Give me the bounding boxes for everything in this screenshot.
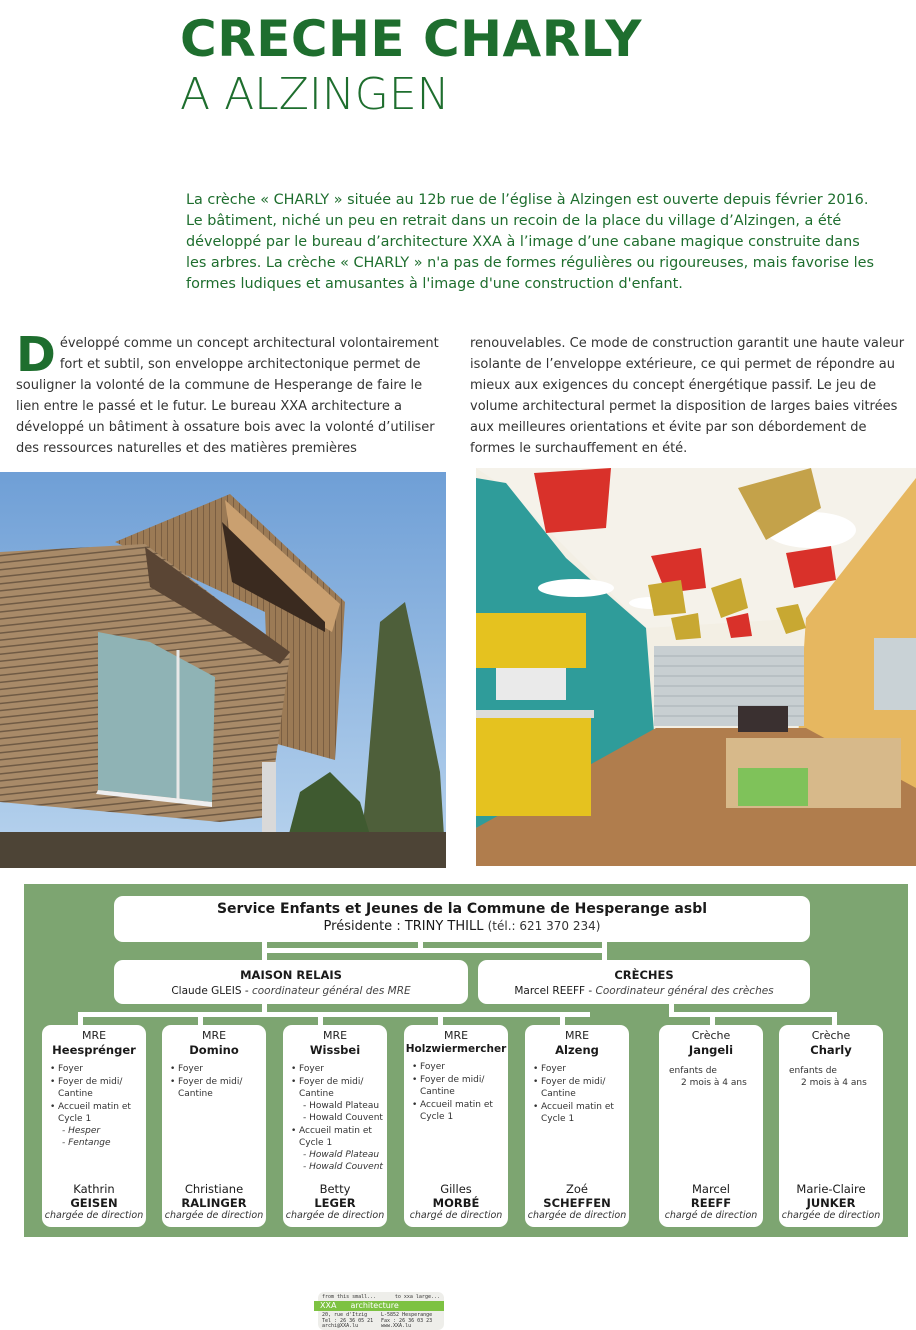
connector-line [78, 1012, 590, 1017]
unit-name: Heesprénger [52, 1043, 136, 1057]
unit-kind: MRE [322, 1029, 348, 1042]
org-president-phone: (tél.: 621 370 234) [487, 919, 601, 933]
director-last-name: SCHEFFEN [543, 1196, 611, 1210]
director-role: chargée de direction [164, 1210, 264, 1221]
separator: - [241, 985, 252, 997]
creche-interior-photo [476, 468, 916, 866]
director-role: chargée de direction [781, 1210, 881, 1221]
article-subtitle: A ALZINGEN [180, 69, 450, 120]
unit-name: Domino [189, 1043, 239, 1057]
director-role: chargée de direction [285, 1210, 385, 1221]
service-item [291, 1076, 387, 1124]
unit-services [50, 1063, 146, 1149]
unit-director [659, 1182, 763, 1221]
unit-name: Holzwiermercher [405, 1043, 507, 1055]
ages-line-1: enfants de [669, 1066, 717, 1076]
unit-kind: Crèche [691, 1029, 731, 1042]
org-box-coordinator [478, 985, 810, 997]
org-unit-domino [162, 1025, 266, 1227]
director-last-name: MORBÉ [432, 1196, 480, 1210]
drop-cap: D [16, 327, 56, 383]
director-first-name: Marie-Claire [796, 1182, 866, 1196]
service-item-label: Accueil matin et Cycle 1 [299, 1126, 372, 1148]
service-subitem: - Howald Plateau [303, 1101, 380, 1111]
service-item: • Foyer de midi/ Cantine [412, 1074, 508, 1098]
unit-director [283, 1182, 387, 1221]
unit-services [533, 1063, 629, 1125]
logo-brand-word: architecture [350, 1301, 399, 1310]
org-unit-jangeli [659, 1025, 763, 1227]
org-box-title: MAISON RELAIS [240, 968, 342, 982]
logo-fax: Fax : 26 36 03 23 [381, 1317, 433, 1324]
connector-line [418, 948, 607, 953]
connector-line [262, 948, 423, 953]
connector-line [78, 1012, 83, 1025]
connector-line [832, 1012, 837, 1025]
unit-name: Alzeng [555, 1043, 599, 1057]
logo-tagline-right: to xxa large... [394, 1294, 440, 1300]
connector-line [318, 1012, 323, 1025]
unit-ages [789, 1065, 883, 1089]
service-item [291, 1125, 387, 1173]
connector-line [710, 1012, 715, 1025]
connector-line [669, 1012, 837, 1017]
service-item: • Foyer [533, 1063, 629, 1075]
connector-line [560, 1012, 565, 1025]
unit-name: Charly [810, 1043, 852, 1057]
unit-name: Wissbei [309, 1043, 361, 1057]
org-unit-alzeng [525, 1025, 629, 1227]
org-president-label: Présidente : TRINY THILL [323, 919, 484, 934]
director-role: chargée de direction [527, 1210, 627, 1221]
service-subitem: - Howald Couvent [303, 1162, 383, 1172]
service-item: • Foyer de midi/ Cantine [50, 1076, 146, 1100]
unit-ages [669, 1065, 763, 1089]
org-box-title: CRÈCHES [614, 968, 674, 982]
unit-kind: MRE [443, 1029, 469, 1042]
logo-tagline-left: from this small... [322, 1294, 377, 1300]
xxa-architecture-logo-card [318, 1292, 444, 1330]
director-first-name: Betty [319, 1182, 351, 1196]
article-title: CRECHE CHARLY [180, 10, 642, 68]
unit-director [779, 1182, 883, 1221]
org-unit-wissbei [283, 1025, 387, 1227]
org-unit-holzwiermercher [404, 1025, 508, 1227]
unit-director [525, 1182, 629, 1221]
service-item: • Accueil matin et Cycle 1 [412, 1099, 508, 1123]
director-role: chargé de direction [409, 1210, 503, 1221]
unit-services [291, 1063, 387, 1173]
service-item: • Foyer [412, 1061, 508, 1073]
building-exterior-illustration [0, 472, 446, 868]
service-item: • Accueil matin et Cycle 1 [533, 1101, 629, 1125]
director-first-name: Christiane [184, 1182, 244, 1196]
org-chart [24, 884, 908, 1237]
logo-address-1: 20, rue d'Itzig [322, 1312, 368, 1318]
connector-line [198, 1012, 203, 1025]
separator: - [585, 985, 596, 997]
director-first-name: Marcel [691, 1182, 731, 1196]
service-subitem: - Howald Plateau [303, 1150, 380, 1160]
logo-address-2: L-5852 Hesperange [381, 1312, 433, 1318]
director-first-name: Gilles [440, 1182, 472, 1196]
service-item: • Foyer de midi/ Cantine [170, 1076, 266, 1100]
director-last-name: GEISEN [70, 1196, 118, 1210]
org-box-coordinator [114, 985, 468, 997]
coordinator-role: coordinateur général des MRE [251, 985, 411, 997]
service-subitem: - Fentange [62, 1138, 111, 1148]
org-unit-heesprenger [42, 1025, 146, 1227]
unit-director [42, 1182, 146, 1221]
coordinator-role: Coordinateur général des crèches [595, 985, 774, 997]
org-top-title: Service Enfants et Jeunes de la Commune de Hesperange asbl [216, 901, 708, 917]
unit-kind: Crèche [811, 1029, 851, 1042]
logo-email: archi@XXA.lu [322, 1323, 359, 1329]
director-first-name: Zoé [566, 1182, 588, 1196]
connector-line [438, 1012, 443, 1025]
logo-web: www.XXA.lu [381, 1323, 412, 1329]
director-last-name: LEGER [314, 1196, 356, 1210]
logo-brand: XXA [320, 1301, 337, 1310]
service-item: • Foyer de midi/ Cantine [533, 1076, 629, 1100]
unit-services [170, 1063, 266, 1100]
director-last-name: JUNKER [806, 1196, 856, 1210]
intro-paragraph: La crèche « CHARLY » située au 12b rue de l’église à Alzingen est ouverte depuis février 2016. Le bâtiment, niché un peu en retrait dans un recoin de la place du village d’Alzingen, a été développé par le bureau d’architecture XXA à l’image d’une cabane magique construite dans les arbres. La crèche « CHARLY » n'a pas de formes régulières ou rigoureuses, mais favorise les formes ludiques et amusantes à l'image d'une construction d'enfant. [186, 192, 875, 292]
logo-tel: Tel : 26 36 05 21 [322, 1317, 374, 1324]
unit-director [162, 1182, 266, 1221]
body-column-left [16, 327, 446, 459]
unit-name: Jangeli [688, 1043, 734, 1057]
creche-interior-illustration [476, 468, 916, 866]
director-first-name: Kathrin [73, 1182, 115, 1196]
director-role: chargée de direction [44, 1210, 144, 1221]
org-box-maison-relais [114, 960, 468, 1004]
director-last-name: REEFF [690, 1196, 732, 1210]
org-top-box [114, 896, 810, 942]
body-text-left: éveloppé comme un concept architectural volontairement fort et subtil, son enveloppe architectonique permet de souligner la volonté de la commune de Hesperange de faire le lien entre le passé et le futur. Le bureau XXA architecture a développé un bâtiment à ossature bois avec la volonté d’utiliser des ressources naturelles et des matières premières [16, 336, 439, 456]
coordinator-name: Marcel REEFF [514, 985, 586, 997]
service-item: • Foyer [291, 1063, 387, 1075]
unit-kind: MRE [201, 1029, 227, 1042]
ages-line-1: enfants de [789, 1066, 837, 1076]
service-subitem: - Hesper [62, 1126, 101, 1136]
logo-band [314, 1301, 444, 1311]
coordinator-name: Claude GLEIS [171, 985, 242, 997]
unit-director [404, 1182, 508, 1221]
ages-line-2: 2 mois à 4 ans [681, 1078, 747, 1088]
unit-services [412, 1061, 508, 1123]
service-item-label: Foyer de midi/ Cantine [299, 1077, 364, 1099]
body-column-right: renouvelables. Ce mode de construction garantit une haute valeur isolante de l’enveloppe extérieure, ce qui permet de répondre au mieux aux exigences du concept énergétique passif. Le jeu de volume architectural permet la disposition de larges baies vitrées aux meilleures orientations et évite par son débordement de formes le surchauffement en été. [470, 336, 905, 456]
director-last-name: RALINGER [181, 1196, 247, 1210]
ages-line-2: 2 mois à 4 ans [801, 1078, 867, 1088]
service-subitem: - Howald Couvent [303, 1113, 383, 1123]
org-unit-charly [779, 1025, 883, 1227]
director-role: chargé de direction [664, 1210, 758, 1221]
service-item: • Foyer [170, 1063, 266, 1075]
service-item [50, 1101, 146, 1149]
service-item: • Foyer [50, 1063, 146, 1075]
org-president [114, 919, 810, 934]
unit-kind: MRE [564, 1029, 590, 1042]
unit-kind: MRE [81, 1029, 107, 1042]
org-box-creches [478, 960, 810, 1004]
service-item-label: Accueil matin et Cycle 1 [58, 1102, 131, 1124]
